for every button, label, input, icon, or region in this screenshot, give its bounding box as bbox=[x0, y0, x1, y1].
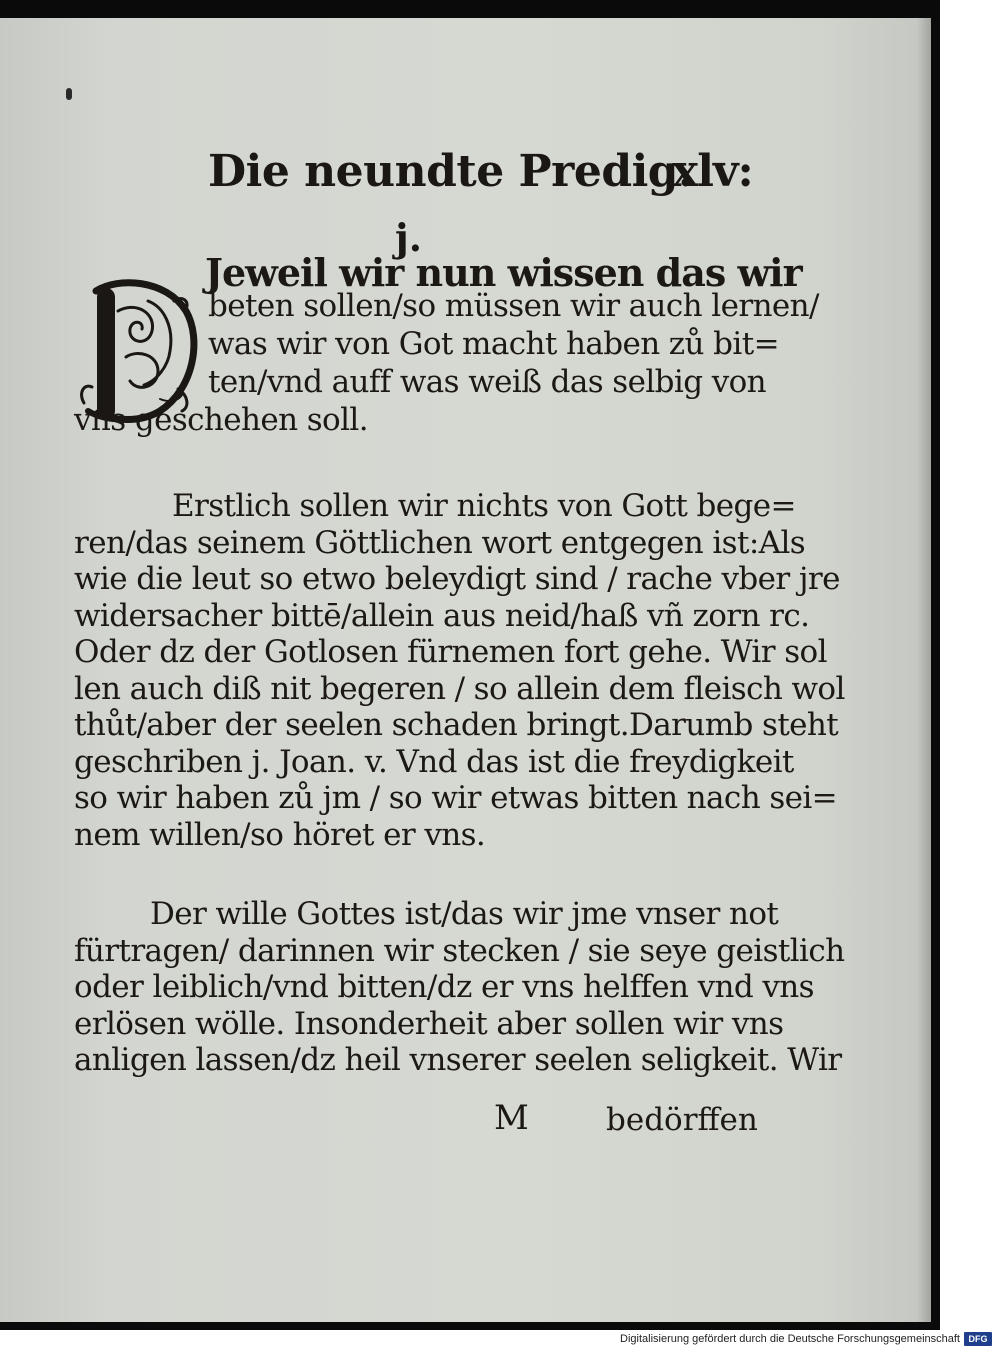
page-edge-shadow bbox=[917, 18, 931, 1322]
ink-spot bbox=[66, 88, 72, 100]
para1-line: Jeweil wir nun wissen das wir bbox=[205, 250, 802, 295]
para3-line: erlösen wölle. Insonderheit aber sollen wir vns bbox=[74, 1005, 784, 1042]
para3-line: anligen lassen/dz heil vnserer seelen seligkeit. Wir bbox=[74, 1042, 842, 1078]
para2-line: geschriben j. Joan. v. Vnd das ist die freydigkeit bbox=[74, 743, 794, 780]
para2-line: widersacher bittē/allein aus neid/haß vñ zorn rc. bbox=[74, 597, 810, 634]
book-page bbox=[0, 18, 931, 1322]
para2-line: nem willen/so höret er vns. bbox=[74, 816, 486, 853]
para1-line: vns geschehen soll. bbox=[74, 402, 368, 438]
para3-line: Der wille Gottes ist/das wir jme vnser not bbox=[150, 896, 779, 932]
running-title: Die neundte Predig. bbox=[208, 146, 693, 197]
para1-line: ten/vnd auff was weiß das selbig von bbox=[208, 364, 767, 400]
para1-line: beten sollen/so müssen wir auch lernen/ bbox=[208, 288, 819, 324]
para3-line: oder leiblich/vnd bitten/dz er vns helffen vnd vns bbox=[74, 969, 814, 1005]
para2-line: wie die leut so etwo beleydigt sind / rache vber jre bbox=[74, 561, 840, 597]
para1-line: was wir von Got macht haben zů bit= bbox=[208, 326, 779, 362]
para2-line: so wir haben zů jm / so wir etwas bitten nach sei= bbox=[74, 780, 838, 816]
section-mark: j. bbox=[395, 215, 422, 260]
para2-line: Erstlich sollen wir nichts von Gott bege= bbox=[172, 488, 796, 524]
para3-line: fürtragen/ darinnen wir stecken / sie seye geistlich bbox=[74, 932, 845, 969]
signature-mark: M bbox=[494, 1098, 529, 1138]
dfg-logo-icon: DFG bbox=[964, 1332, 992, 1346]
para2-line: Oder dz der Gotlosen fürnemen fort gehe. Wir sol bbox=[74, 634, 827, 670]
para2-line: ren/das seinem Göttlichen wort entgegen ist:Als bbox=[74, 524, 806, 561]
catchword: bedörffen bbox=[606, 1102, 758, 1138]
para2-line: len auch diß nit begeren / so allein dem fleisch wol bbox=[74, 670, 845, 707]
footer-credit: Digitalisierung gefördert durch die Deutsche Forschungsgemeinschaft bbox=[620, 1333, 960, 1345]
footer-bar bbox=[0, 1330, 1000, 1350]
para2-line: thůt/aber der seelen schaden bringt.Darumb steht bbox=[74, 707, 839, 743]
folio-number: xlv: bbox=[672, 146, 753, 197]
